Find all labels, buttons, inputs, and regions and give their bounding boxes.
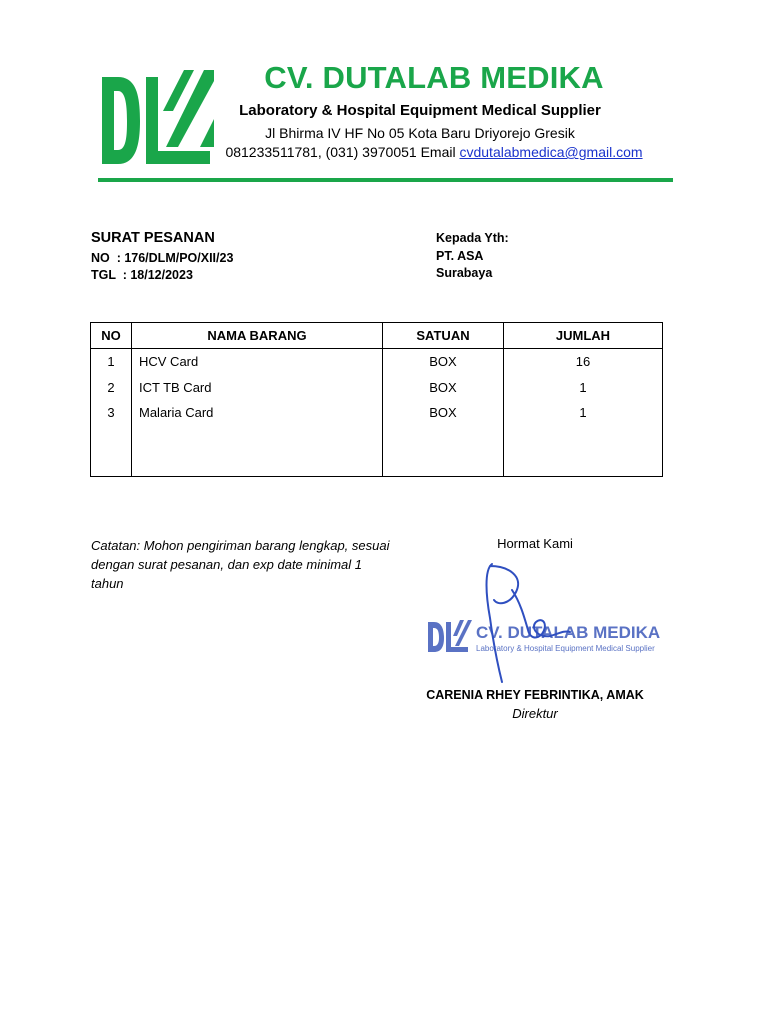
document-title: SURAT PESANAN bbox=[91, 230, 215, 246]
table-row bbox=[91, 400, 663, 426]
cell-unit: BOX bbox=[383, 375, 504, 401]
cell-no: 1 bbox=[91, 349, 132, 375]
table-row bbox=[91, 375, 663, 401]
cell-unit: BOX bbox=[383, 349, 504, 375]
cell-item-name: ICT TB Card bbox=[132, 375, 383, 401]
cell-quantity: 16 bbox=[504, 349, 663, 375]
company-address: Jl Bhirma IV HF No 05 Kota Baru Driyorejo Gresik bbox=[265, 125, 575, 141]
company-name: CV. DUTALAB MEDIKA bbox=[264, 60, 604, 95]
header-no: NO bbox=[91, 323, 132, 349]
header-unit: SATUAN bbox=[383, 323, 504, 349]
recipient-block bbox=[436, 230, 509, 283]
cell-quantity: 1 bbox=[504, 375, 663, 401]
recipient-city: Surabaya bbox=[436, 266, 493, 280]
stamp-logo-icon bbox=[428, 620, 472, 652]
company-contact bbox=[200, 144, 668, 160]
cell-unit: BOX bbox=[383, 400, 504, 426]
stamp-company-name: CV. DUTALAB MEDIKA bbox=[476, 623, 661, 642]
company-email-link[interactable]: cvdutalabmedica@gmail.com bbox=[459, 144, 643, 160]
order-note: Catatan: Mohon pengiriman barang lengkap, sesuai dengan surat pesanan, dan exp date minimal 1 tahun bbox=[91, 538, 390, 591]
table-header-row bbox=[91, 323, 663, 349]
cell-item-name: Malaria Card bbox=[132, 400, 383, 426]
document-date: TGL : 18/12/2023 bbox=[91, 268, 193, 282]
signer-name: CARENIA RHEY FEBRINTIKA, AMAK bbox=[426, 688, 644, 702]
document-meta bbox=[91, 250, 233, 284]
signer-role: Direktur bbox=[512, 706, 558, 721]
cell-no: 2 bbox=[91, 375, 132, 401]
header-item-name: NAMA BARANG bbox=[132, 323, 383, 349]
header-quantity: JUMLAH bbox=[504, 323, 663, 349]
closing-text: Hormat Kami bbox=[497, 536, 573, 551]
stamp-tagline: Laboratory & Hospital Equipment Medical Supplier bbox=[476, 644, 655, 653]
order-table bbox=[90, 322, 663, 477]
cell-no: 3 bbox=[91, 400, 132, 426]
table-empty-row bbox=[91, 426, 663, 477]
letterhead-divider bbox=[98, 178, 673, 182]
recipient-salutation: Kepada Yth: bbox=[436, 231, 509, 245]
company-phones: 081233511781, (031) 3970051 Email bbox=[225, 144, 456, 160]
document-number: NO : 176/DLM/PO/XII/23 bbox=[91, 251, 234, 265]
cell-item-name: HCV Card bbox=[132, 349, 383, 375]
recipient-name: PT. ASA bbox=[436, 248, 484, 263]
cell-quantity: 1 bbox=[504, 400, 663, 426]
company-stamp bbox=[424, 556, 664, 686]
table-row bbox=[91, 349, 663, 375]
company-tagline: Laboratory & Hospital Equipment Medical Supplier bbox=[239, 102, 601, 119]
